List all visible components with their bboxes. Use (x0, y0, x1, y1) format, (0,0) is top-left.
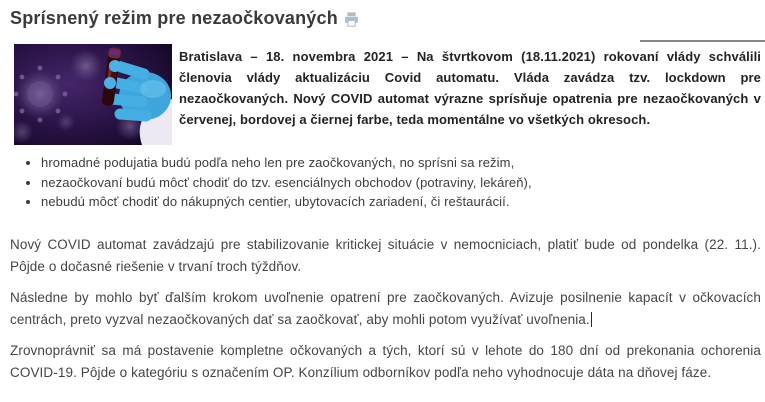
top-right-divider (640, 40, 765, 42)
bullet-item[interactable]: • nebudú môcť chodiť do nákupných centier, ubytovacích zariadení, či reštaurácií. (41, 192, 761, 212)
body-paragraph[interactable]: Nový COVID automat zavádzajú pre stabilizovanie kritickej situácie v nemocniciach, platiť bude od pondelka (22. 11.). Pôjde o dočasné riešenie v trvaní troch týždňov. (10, 236, 761, 274)
printer-icon[interactable] (343, 11, 360, 28)
covid-sample-photo (14, 44, 172, 145)
editor-content[interactable] (10, 234, 761, 384)
lead-paragraph[interactable]: Bratislava – 18. novembra 2021 – Na štvrtkovom (18.11.2021) rokovaní vlády schválili členovia vlády aktualizáciu Covid automatu. Vláda zavádza tzv. lockdown pre nezaočkovaných. Nový COVID automat výrazne sprísňuje opatrenia pre nezaočkovaných v červenej, bordovej a čiernej farbe, teda momentálne vo všetkých okresoch. (179, 49, 761, 127)
text-caret (591, 312, 593, 327)
bullet-list (10, 153, 761, 212)
page-title (10, 8, 761, 29)
lead-section (10, 44, 761, 145)
body-paragraph[interactable]: Zrovnoprávniť sa má postavenie kompletne očkovaných a tých, ktorí sú v lehote do 180 dní od prekonania ochorenia COVID-19. Pôjde o kategóriu s označením OP. Konzílium odborníkov podľa neho vyhodnocuje dáta na dňovej fáze. (10, 342, 761, 380)
page-title-text: Sprísnený režim pre nezaočkovaných (10, 8, 338, 28)
body-paragraph[interactable] (10, 287, 761, 331)
bullet-item[interactable]: • nezaočkovaní budú môcť chodiť do tzv. esenciálnych obchodov (potraviny, lekáreň), (41, 173, 761, 193)
body-paragraph-text: Následne by mohlo byť ďalším krokom uvoľnenie opatrení pre zaočkovaných. Avizuje posilnenie kapacít v očkovacích centrách, preto vyzval nezaočkovaných dať sa zaočkovať, aby mohli potom využívať uvoľnenia. (10, 289, 761, 327)
bullet-item[interactable]: • hromadné podujatia budú podľa neho len pre zaočkovaných, no sprísni sa režim, (41, 153, 761, 173)
